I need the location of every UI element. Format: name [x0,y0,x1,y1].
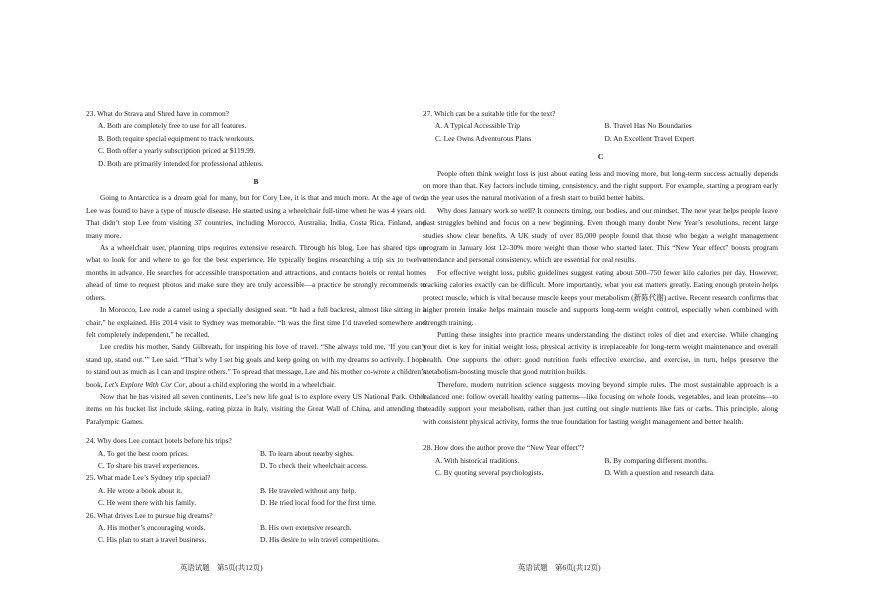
option-27a: A. A Typical Accessible Trip [435,121,520,131]
option-25c: C. He went there with his family. [98,498,197,508]
section-b-heading: B [253,177,259,187]
right-column [423,108,778,479]
options-27-row-2 [423,133,778,145]
passage-c-paragraph-3: For effective weight loss, public guidelines suggest eating about 500–750 fewer kilo calories per day. However, tracking calories exactly can be difficult. More importantly, what you eat matters greatly. Eating enough protein helps protect muscle, which is vital because muscle keeps your metabolism (新陈代谢) active. Recent research confirms that higher protein intake helps maintain muscle and supports long-term weight control, especially when combined with strength training. [423,267,778,327]
option-26b: B. His own extensive research. [260,523,352,532]
page-footer-left: 英语试题 第5页(共12页) [180,563,263,572]
option-25a: A. He wrote a book about it. [98,485,183,495]
page-footer-right: 英语试题 第6页(共12页) [518,563,601,572]
option-27c: C. Lee Owns Adventurous Plans [435,133,532,143]
option-25b: B. He traveled without any help. [260,485,357,495]
passage-c-paragraph-4: Putting these insights into practice means understanding the distinct roles of diet and exercise. While changing your diet is key for initial weight loss, physical activity is irreplaceable for long-term weight maintenance and overall health. One supports the other: good nutrition fuels effective exercise, and exercise, in turn, helps preserve the metabolism-boosting muscle that good nutrition builds. [423,329,778,377]
option-28b: B. By comparing different months. [604,455,708,465]
passage-b-paragraph-1: Going to Antarctica is a dream goal for many, but for Cory Lee, it is that and much more. At the age of two, Lee was found to have a type of muscle disease. He started using a wheelchair full-time when he was 4 years old. That didn’t stop Lee from visiting 37 countries, including Morocco, Australia, India, Costa Rica, Finland, and many more. [86,193,426,240]
question-25: 25. What made Lee’s Sydney trip special? [86,473,211,483]
question-26: 26. What drives Lee to pursue big dreams? [86,510,213,520]
question-24: 24. Why does Lee contact hotels before his trips? [86,436,232,446]
option-23d: D. Both are primarily intended for professional athletes. [98,158,264,168]
option-28a: A. With historical traditions. [435,455,520,465]
question-23: 23. What do Strava and Shred have in common? [86,109,229,118]
options-24-row-1 [86,448,426,460]
question-28: 28. How does the author prove the “New Year effect”? [423,443,585,453]
paragraph-4-text: Lee credits his mother, Sandy Gilbreath, for inspiring his love of travel. “She always told me, ‘If you can’t stand up, stand out.’” Lee said. “That’s why I set big goals and keep going on with my dreams so actively. I hope to stand out as much as I can and inspire others.” To spread that message, Lee and his mother co-wrote a children’s book, [86,342,426,389]
option-24d: D. To check their wheelchair access. [260,460,368,470]
book-title: Let’s Explore With Cor Cor [104,379,186,389]
option-26a: A. His mother’s encouraging words. [98,523,206,532]
left-column [86,108,426,547]
options-26-row-1 [86,522,426,534]
option-28c: C. By quoting several psychologists. [435,467,544,477]
option-26d: D. His desire to win travel competitions. [260,535,380,545]
options-24-row-2 [86,460,426,472]
section-c-heading: C [597,152,604,162]
paragraph-4-end: , about a child exploring the world in a wheelchair. [185,379,336,389]
option-23c: C. Both offer a yearly subscription priced at $119.99. [98,146,256,156]
option-27b: B. Travel Has No Boundaries [604,121,692,131]
option-24b: B. To learn about nearby sights. [260,448,354,458]
question-27: 27. Which can be a suitable title for the text? [423,109,556,118]
option-27d: D. An Excellent Travel Expert [604,133,695,143]
option-25d: D. He tried local food for the first time. [260,498,377,508]
passage-b-paragraph-3: In Morocco, Lee rode a camel using a specially designed seat. “It had a full backrest, almost like sitting in a chair,” he explained. His 2014 visit to Sydney was memorable. “It was the first time I’d traveled somewhere and felt completely independent,” he recalled. [86,305,426,339]
option-23a: A. Both are completely free to use for all features. [98,121,247,131]
option-24a: A. To get the best room prices. [98,448,189,458]
options-26-row-2 [86,534,426,546]
options-27-row-1 [423,120,778,132]
options-25-row-2 [86,497,426,509]
passage-b-paragraph-4 [86,341,426,391]
passage-c-paragraph-1: People often think weight loss is just about eating less and moving more, but long-term success actually depends on more than that. Key factors include timing, consistency, and the right support. For example, starting a program early in the year uses the natural motivation of a fresh start to build better habits. [423,168,778,203]
passage-c-paragraph-2: Why does January work so well? It connects timing, our bodies, and our mindset. The new year helps people leave past struggles behind and focus on a new beginning. Even though many doubt New Year’s resolutions, recent large studies show clear benefits. A UK study of over 85,000 people found that those who began a weight management program in January lost 12–30% more weight than those who started later. This “New Year effect” boosts program attendance and personal consistency, which are essential for real results. [423,205,778,265]
options-25-row-1 [86,485,426,497]
option-24c: C. To share his travel experiences. [98,460,200,470]
passage-b-paragraph-2: As a wheelchair user, planning trips requires extensive research. Through his blog, Lee has shared tips on what to look for and where to go for the best experience. He typically begins researching a trip six to twelve months in advance. He searches for accessible transportation and attractions, and contacts hotels or rental homes ahead of time to request photos and make sure they are truly accessible—a practice he strongly recommends to others. [86,243,426,302]
passage-c-paragraph-5: Therefore, modern nutrition science suggests moving beyond simple rules. The most sustainable approach is a balanced one: follow overall healthy eating patterns—like focusing on whole foods, vegetables, and lean proteins—to steadily support your metabolism, rather than just cutting out single nutrients like fats or carbs. This principle, along with consistent physical activity, forms the true foundation for lasting weight management and better health. [423,379,778,426]
option-23b: B. Both require special equipment to track workouts. [98,133,255,143]
option-28d: D. With a question and research data. [604,467,715,477]
option-26c: C. His plan to start a travel business. [98,535,207,545]
options-28-row-1 [423,455,778,467]
passage-b-paragraph-5: Now that he has visited all seven continents, Lee’s new life goal is to explore every US National Park. Other items on his bucket list include skiing, eating pizza in Italy, visiting the Great Wall of China, and attending the Paralympic Games. [86,391,426,426]
options-28-row-2 [423,467,778,479]
